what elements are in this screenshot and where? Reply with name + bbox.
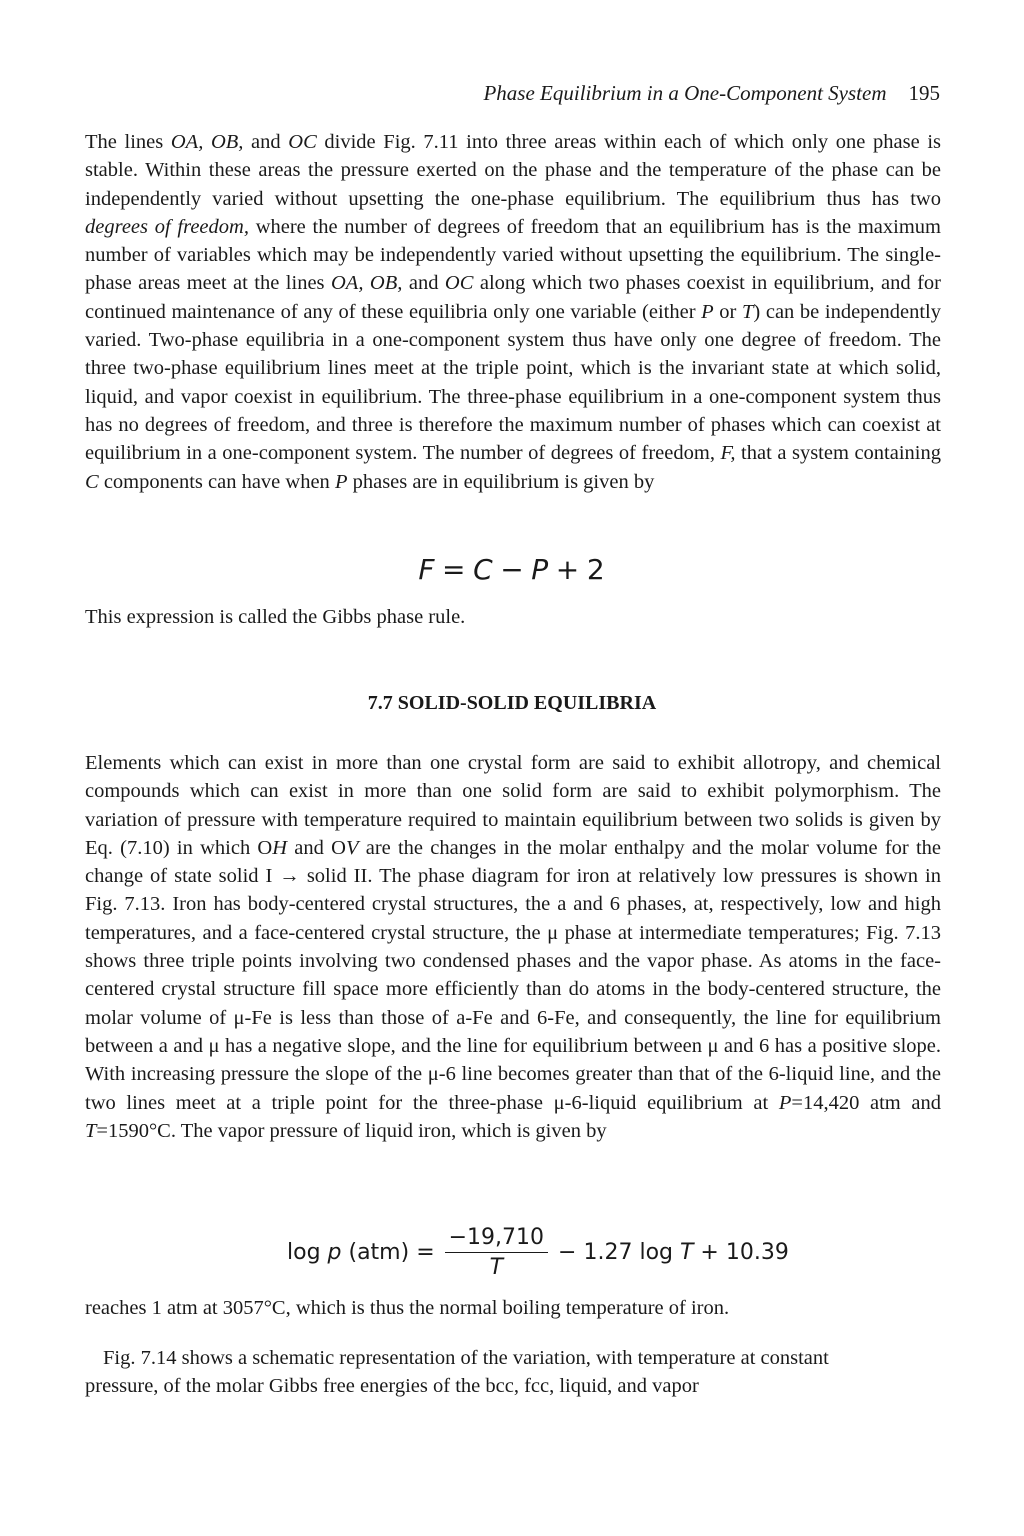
italic-run: P bbox=[701, 300, 714, 323]
italic-run: OA, OB, bbox=[331, 272, 403, 295]
italic-run: T bbox=[742, 300, 754, 323]
italic-run: degrees of freedom, bbox=[85, 215, 249, 238]
fraction-numerator: −19,710 bbox=[445, 1225, 548, 1253]
text-run: and bbox=[402, 272, 445, 295]
italic-run: P bbox=[334, 470, 348, 493]
text-run: that a system containing bbox=[735, 442, 941, 465]
paragraph-solid-solid-equilibria bbox=[85, 749, 941, 1145]
text-run: Elements which can exist in more than one crystal form are said to exhibit allotropy, and chemical compounds which can exist in more than one solid form are said to exhibit polymorphism. The variation of pressure with temperature required to maintain equilibrium between two solids is given by Eq. (7.10) in which O bbox=[85, 752, 941, 859]
italic-run: OC bbox=[288, 131, 317, 153]
italic-run: P bbox=[778, 1091, 792, 1114]
running-title: Phase Equilibrium in a One-Component System bbox=[483, 81, 887, 105]
italic-run: T bbox=[85, 1119, 97, 1142]
section-heading: 7.7 SOLID-SOLID EQUILIBRIA bbox=[367, 692, 657, 714]
text-run: ) can be independently varied. Two-phase equilibria in a one-component system thus have only one degree of freedom. The three two-phase equilibrium lines meet at the triple point, which is the invariant state at which solid, liquid, and vapor coexist in equilibrium. The three-phase equilibrium in a one-component system thus has no degrees of freedom, and three is therefore the maximum number of phases which can coexist at equilibrium in a one-component system. The number of degrees of freedom, bbox=[85, 300, 942, 465]
text-run: and O bbox=[287, 836, 346, 859]
gibbs-phase-rule-equation: F = C − P + 2 bbox=[418, 553, 606, 586]
text-run: where the number of degrees of freedom that an equilibrium has is the maximum number of variables which may be independently varied without upsetting the equilibrium. The single-phase areas meet at the lines bbox=[85, 215, 941, 295]
paragraph-boiling-temperature: reaches 1 atm at 3057°C, which is thus the normal boiling temperature of iron. bbox=[85, 1297, 730, 1319]
page-number: 195 bbox=[908, 81, 940, 105]
italic-run: F, bbox=[720, 442, 736, 465]
paragraph-gibbs-free-energies: Fig. 7.14 shows a schematic representation of the variation, with temperature at constant pressure, of the molar Gibbs free energies of the bcc, fcc, liquid, and vapor bbox=[85, 1347, 829, 1398]
equation-fraction bbox=[445, 1225, 548, 1280]
text-run: =1590°C. The vapor pressure of liquid iron, which is given by bbox=[96, 1119, 607, 1142]
text-run: The lines bbox=[85, 131, 171, 153]
text-run: phases are in equilibrium is given by bbox=[347, 470, 655, 493]
vapor-pressure-equation bbox=[287, 1222, 789, 1282]
text-run: components can have when bbox=[98, 470, 335, 493]
text-run: and bbox=[243, 131, 289, 153]
italic-run: OA, OB, bbox=[170, 131, 244, 153]
fraction-denominator: T bbox=[489, 1254, 504, 1280]
equation-lhs: log p (atm) = bbox=[287, 1239, 435, 1265]
text-run: are the changes in the molar enthalpy and the molar volume for the change of state solid I → solid II. The phase diagram for iron at relatively low pressures is shown in Fig. 7.13. Iron has body-centered crystal structures, the a and 6 phases, at, respectively, low and high temperatures, and a face-centered crystal structure, the μ phase at intermediate temperatures; Fig. 7.13 shows three triple points involving two condensed phases and the vapor phase. As atoms in the face-centered crystal structure fill space more efficiently than do atoms in the body-centered structure, the molar volume of μ-Fe is less than those of a-Fe and 6-Fe, and consequently, the line for equilibrium between a and μ has a negative slope, and the line for equilibrium between μ and 6 has a positive slope. With increasing pressure the slope of the μ-6 line becomes greater than that of the 6-liquid line, and the two lines meet at a triple point for the three-phase μ-6-liquid equilibrium at bbox=[85, 836, 942, 1114]
text-run: divide Fig. 7.11 into three areas within each of which only one phase is stable. Within these areas the pressure exerted on the phase and the temperature of the phase can be independently varied without upsetting the one-phase equilibrium. The equilibrium thus has two bbox=[85, 131, 941, 210]
paragraph-gibbs-phase-rule: This expression is called the Gibbs phase rule. bbox=[85, 606, 466, 628]
italic-run: OC bbox=[444, 272, 474, 295]
paragraph-degrees-of-freedom bbox=[85, 128, 941, 496]
text-run: along which two phases coexist in equilibrium, and for continued maintenance of any of these equilibria only one variable (either bbox=[85, 272, 941, 323]
text-run: =14,420 atm and bbox=[791, 1091, 941, 1114]
italic-run: H bbox=[272, 836, 288, 859]
italic-run: V bbox=[345, 836, 359, 859]
text-run: or bbox=[713, 300, 742, 323]
equation-rhs: − 1.27 log T + 10.39 bbox=[558, 1239, 789, 1265]
italic-run: C bbox=[85, 470, 99, 493]
running-header bbox=[85, 80, 940, 106]
